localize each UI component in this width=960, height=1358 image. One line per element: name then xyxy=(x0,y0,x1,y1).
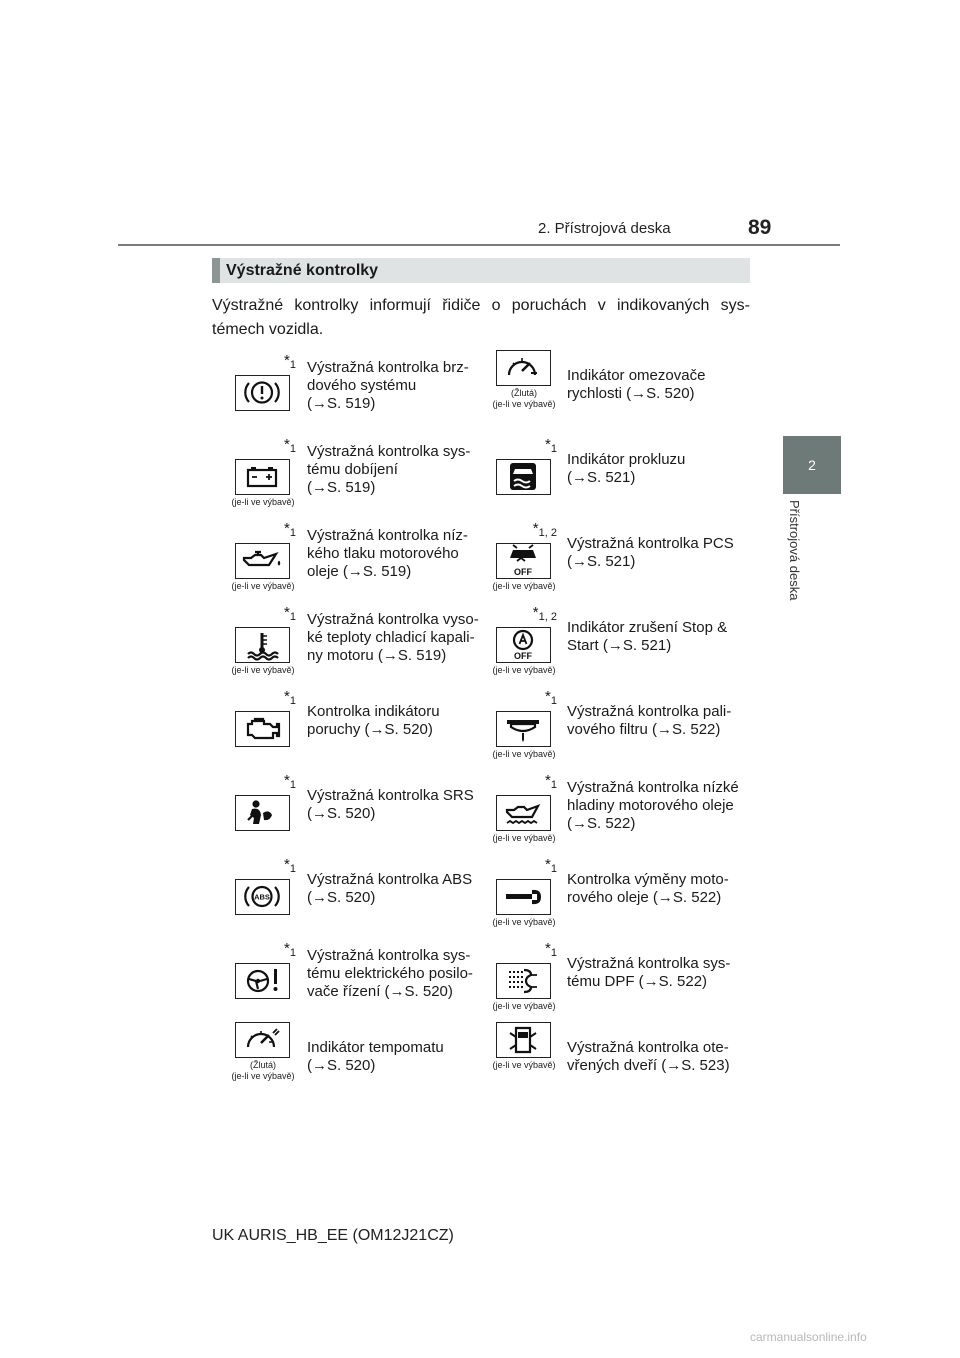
warning-light-description xyxy=(307,871,482,907)
footnote-marker: $*_{1, 2}$ xyxy=(532,604,557,623)
svg-text:OFF: OFF xyxy=(514,567,532,577)
oil-pressure-icon xyxy=(235,543,290,579)
footnote-marker: $*_{1, 2}$ xyxy=(532,520,557,539)
icon-availability-note: (je-li ve výbavě) xyxy=(492,665,556,675)
warning-light-description xyxy=(567,703,742,739)
description-line: Výstražná kontrolka ABS xyxy=(307,871,473,888)
watermark: carmanualsonline.info xyxy=(750,1330,867,1344)
cruise-control-icon xyxy=(235,1022,290,1058)
chapter-tab[interactable]: 2 xyxy=(783,436,841,494)
footnote-marker: $*_1$ xyxy=(284,940,296,959)
oil-change-wrench-icon xyxy=(496,879,551,915)
footnote-marker: $*_1$ xyxy=(284,352,296,371)
description-line: Výstražná kontrolka sys- xyxy=(307,947,471,964)
warning-light-description xyxy=(567,955,742,991)
description-line: tému DPF (→S. 522) xyxy=(567,973,708,990)
footnote-marker: $*_1$ xyxy=(284,772,296,791)
abs-icon xyxy=(235,879,290,915)
description-line: Start (→S. 521) xyxy=(567,637,672,654)
slip-indicator-icon xyxy=(496,459,551,495)
footnote-marker: $*_1$ xyxy=(545,940,557,959)
description-line: Indikátor prokluzu xyxy=(567,451,686,468)
warning-light-description xyxy=(567,451,742,487)
description-line: rychlosti (→S. 520) xyxy=(567,385,695,402)
description-line: Výstražná kontrolka pali- xyxy=(567,703,732,720)
warning-light-description xyxy=(567,1039,742,1075)
warning-light-description xyxy=(307,443,482,497)
door-open-icon xyxy=(496,1022,551,1058)
warning-light-description xyxy=(567,535,742,571)
description-line: Výstražná kontrolka sys- xyxy=(567,955,731,972)
section-heading: Výstražné kontrolky xyxy=(226,262,379,279)
icon-availability-note: (Žlutá) (je-li ve výbavě) xyxy=(231,1060,295,1081)
header-section-title: 2. Přístrojová deska xyxy=(538,220,671,237)
svg-text:ABS: ABS xyxy=(254,892,270,902)
description-line: poruchy (→S. 520) xyxy=(307,721,433,738)
page-number: 89 xyxy=(748,216,772,239)
footnote-marker: $*_1$ xyxy=(284,688,296,707)
icon-availability-note: (je-li ve výbavě) xyxy=(492,917,556,927)
description-line: ké teploty chladicí kapali- xyxy=(307,629,475,646)
description-line: hladiny motorového oleje xyxy=(567,797,734,814)
icon-availability-note: (je-li ve výbavě) xyxy=(492,581,556,591)
icon-availability-note: (je-li ve výbavě) xyxy=(492,749,556,759)
footer-document-code: UK AURIS_HB_EE (OM12J21CZ) xyxy=(212,1227,454,1244)
description-line: (→S. 520) xyxy=(307,805,376,822)
intro-line-1: Výstražné kontrolky informují řidiče o poruchách v indikovaných sys- xyxy=(212,297,750,314)
battery-icon xyxy=(235,459,290,495)
footnote-marker: $*_1$ xyxy=(284,604,296,623)
icon-availability-note: (je-li ve výbavě) xyxy=(492,1060,556,1070)
fuel-filter-icon xyxy=(496,711,551,747)
coolant-temperature-icon xyxy=(235,627,290,663)
description-line: Výstražná kontrolka vyso- xyxy=(307,611,479,628)
icon-availability-note: (je-li ve výbavě) xyxy=(231,581,295,591)
description-line: Indikátor tempomatu xyxy=(307,1039,444,1056)
description-line: kého tlaku motorového xyxy=(307,545,459,562)
description-line: (→S. 519) xyxy=(307,479,376,496)
description-line: (→S. 520) xyxy=(307,1057,376,1074)
description-line: vače řízení (→S. 520) xyxy=(307,983,453,1000)
description-line: (→S. 521) xyxy=(567,553,636,570)
stop-start-off-icon xyxy=(496,627,551,663)
warning-light-description xyxy=(307,787,482,823)
intro-line-2: témech vozidla. xyxy=(212,321,324,338)
description-line: (→S. 522) xyxy=(567,815,636,832)
icon-availability-note: (je-li ve výbavě) xyxy=(492,833,556,843)
description-line: Výstražná kontrolka nízké xyxy=(567,779,739,796)
low-oil-level-icon xyxy=(496,795,551,831)
footnote-marker: $*_1$ xyxy=(284,436,296,455)
engine-check-icon xyxy=(235,711,290,747)
description-line: Kontrolka indikátoru xyxy=(307,703,440,720)
description-line: Indikátor zrušení Stop & xyxy=(567,619,728,636)
description-line: tému elektrického posilo- xyxy=(307,965,473,982)
footnote-marker: $*_1$ xyxy=(545,688,557,707)
description-line: oleje (→S. 519) xyxy=(307,563,412,580)
footnote-marker: $*_1$ xyxy=(545,436,557,455)
section-heading-bar xyxy=(212,258,750,283)
warning-light-description xyxy=(567,619,742,655)
description-line: (→S. 520) xyxy=(307,889,376,906)
brake-warning-icon xyxy=(235,375,290,411)
description-line: Výstražná kontrolka níz- xyxy=(307,527,468,544)
description-line: vového filtru (→S. 522) xyxy=(567,721,721,738)
icon-availability-note: (Žlutá) (je-li ve výbavě) xyxy=(492,388,556,409)
description-line: Výstražná kontrolka ote- xyxy=(567,1039,729,1056)
description-line: (→S. 521) xyxy=(567,469,636,486)
description-line: Výstražná kontrolka SRS xyxy=(307,787,474,804)
description-line: Výstražná kontrolka sys- xyxy=(307,443,471,460)
description-line: vřených dveří (→S. 523) xyxy=(567,1057,730,1074)
icon-availability-note: (je-li ve výbavě) xyxy=(231,497,295,507)
speed-limiter-icon xyxy=(496,350,551,386)
warning-light-description xyxy=(307,611,482,665)
description-line: Výstražná kontrolka PCS xyxy=(567,535,734,552)
intro-paragraph xyxy=(212,294,750,342)
footnote-marker: $*_1$ xyxy=(284,520,296,539)
description-line: ny motoru (→S. 519) xyxy=(307,647,447,664)
svg-text:OFF: OFF xyxy=(514,651,532,661)
description-line: Výstražná kontrolka brz- xyxy=(307,359,469,376)
warning-light-description xyxy=(567,367,742,403)
pcs-off-icon xyxy=(496,543,551,579)
description-line: dového systému xyxy=(307,377,417,394)
footnote-marker: $*_1$ xyxy=(545,772,557,791)
description-line: rového oleje (→S. 522) xyxy=(567,889,722,906)
footnote-marker: $*_1$ xyxy=(545,856,557,875)
description-line: Kontrolka výměny moto- xyxy=(567,871,729,888)
warning-light-description xyxy=(567,779,742,833)
dpf-icon xyxy=(496,963,551,999)
description-line: Indikátor omezovače xyxy=(567,367,706,384)
warning-light-description xyxy=(307,703,482,739)
warning-light-description xyxy=(307,947,482,1001)
header-rule xyxy=(118,244,840,246)
description-line: (→S. 519) xyxy=(307,395,376,412)
warning-light-description xyxy=(307,1039,482,1075)
warning-light-description xyxy=(307,527,482,581)
footnote-marker: $*_1$ xyxy=(284,856,296,875)
srs-airbag-icon xyxy=(235,795,290,831)
icon-availability-note: (je-li ve výbavě) xyxy=(492,1001,556,1011)
warning-light-description xyxy=(567,871,742,907)
power-steering-icon xyxy=(235,963,290,999)
description-line: tému dobíjení xyxy=(307,461,398,478)
chapter-tab-label: Přístrojová deska xyxy=(787,500,802,601)
icon-availability-note: (je-li ve výbavě) xyxy=(231,665,295,675)
warning-light-description xyxy=(307,359,482,413)
